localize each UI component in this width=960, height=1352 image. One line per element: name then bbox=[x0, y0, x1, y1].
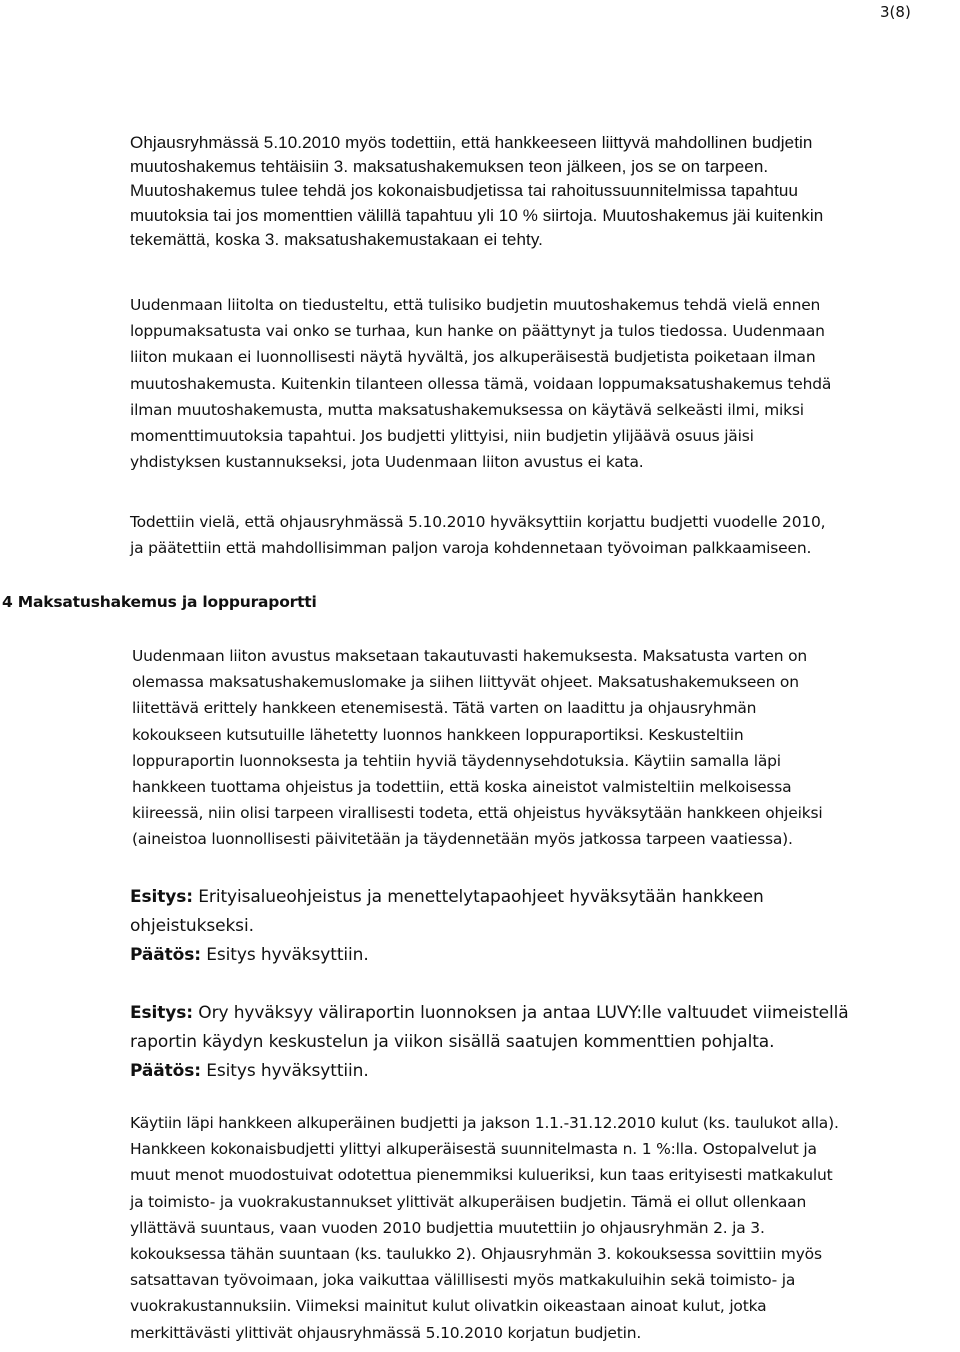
text-line: Käytiin läpi hankkeen alkuperäinen budjetti ja jakson 1.1.-31.12.2010 kulut (ks. taulukot alla). bbox=[130, 1114, 839, 1132]
proposal-line bbox=[130, 883, 764, 912]
text-line: muutoshakemus tehtäisiin 3. maksatushakemuksen teon jälkeen, jos se on tarpeen. bbox=[130, 157, 769, 177]
decision-line bbox=[130, 1057, 849, 1086]
text-line: Muutoshakemus tulee tehdä jos kokonaisbudjetissa tai rahoitussuunnitelmissa tapahtuu bbox=[130, 181, 799, 201]
text-line: loppuraportin luonnoksesta ja tehtiin hyviä täydennysehdotuksia. Käytiin samalla läpi bbox=[132, 751, 781, 770]
page-number: 3(8) bbox=[880, 3, 911, 21]
text-line: Uudenmaan liitolta on tiedusteltu, että tulisiko budjetin muutoshakemus tehdä vielä ennen bbox=[130, 296, 821, 314]
text-line: kiireessä, niin olisi tarpeen virallisesti todeta, että ohjeistus hyväksytään hankkeen ohjeiksi bbox=[132, 804, 823, 823]
text-line: momenttimuutoksia tapahtui. Jos budjetti ylittyisi, niin budjetin ylijäävä osuus jäisi bbox=[130, 427, 754, 446]
text-line: liitettävä erittely hankkeen etenemisestä. Tätä varten on laadittu ja ohjausryhmän bbox=[132, 699, 757, 718]
decision-text: Esitys hyväksyttiin. bbox=[200, 945, 369, 965]
text-line: hankkeen tuottama ohjeistus ja todettiin, että koska aineistot valmisteltiin melkoisessa bbox=[132, 778, 792, 797]
text-line: tekemättä, koska 3. maksatushakemustakaan ei tehty. bbox=[130, 229, 543, 249]
text-line: yllättävä suuntaus, vaan vuoden 2010 budjettia muutettiin jo ohjausryhmän 2. ja 3. bbox=[130, 1218, 765, 1237]
decision-block-guidelines bbox=[130, 883, 764, 970]
decision-line bbox=[130, 941, 764, 970]
proposal-line: raportin käydyn keskustelun ja viikon sisällä saatujen kommenttien pohjalta. bbox=[130, 1032, 775, 1052]
decision-text: Esitys hyväksyttiin. bbox=[200, 1061, 369, 1081]
proposal-label: Esitys: bbox=[130, 1003, 193, 1023]
proposal-text: Ory hyväksyy väliraportin luonnoksen ja antaa LUVY:lle valtuudet viimeistellä bbox=[192, 1003, 849, 1023]
text-line: kokouksessa tähän suuntaan (ks. taulukko 2). Ohjausryhmän 3. kokouksessa sovittiin myös bbox=[130, 1245, 822, 1264]
paragraph-payment-application bbox=[132, 643, 822, 853]
paragraph-budget-change-note bbox=[130, 131, 823, 252]
text-line: Todettiin vielä, että ohjausryhmässä 5.10.2010 hyväksyttiin korjattu budjetti vuodelle 2010, bbox=[130, 513, 826, 531]
proposal-line bbox=[130, 999, 849, 1028]
text-line: muut menot muodostuivat odotettua pienemmiksi kulueriksi, kun taas erityisesti matkakulut bbox=[130, 1166, 833, 1185]
text-line: muutoshakemusta. Kuitenkin tilanteen ollessa tämä, voidaan loppumaksatushakemus tehdä bbox=[130, 374, 832, 393]
text-line: ja päätettiin että mahdollisimman paljon varoja kohdennetaan työvoiman palkkaamiseen. bbox=[130, 539, 812, 558]
decision-block-interim-report bbox=[130, 999, 849, 1086]
text-line: kokoukseen kutsutuille lähetetty luonnos hankkeen loppuraportiksi. Keskusteltiin bbox=[132, 725, 744, 744]
text-line: ilman muutoshakemusta, mutta maksatushakemuksessa on käytävä selkeästi ilmi, miksi bbox=[130, 400, 804, 419]
text-line: merkittävästi ylittivät ohjausryhmässä 5.10.2010 korjatun budjetin. bbox=[130, 1323, 642, 1342]
paragraph-budget-approval-note bbox=[130, 509, 825, 561]
text-line: (aineistoa luonnollisesti päivitetään ja täydennetään myös jatkossa tarpeen vaatiessa). bbox=[132, 830, 793, 849]
proposal-text: Erityisalueohjeistus ja menettelytapaohjeet hyväksytään hankkeen bbox=[192, 887, 764, 907]
text-line: liiton mukaan ei luonnollisesti näytä hyvältä, jos alkuperäisestä budjetista poiketaan ilman bbox=[130, 348, 816, 367]
text-line: loppumaksatusta vai onko se turhaa, kun hanke on päättynyt ja tulos tiedossa. Uudenmaan bbox=[130, 322, 825, 341]
text-line: Uudenmaan liiton avustus maksetaan takautuvasti hakemuksesta. Maksatusta varten on bbox=[132, 647, 808, 665]
paragraph-budget-review bbox=[130, 1110, 839, 1346]
text-line: Ohjausryhmässä 5.10.2010 myös todettiin, että hankkeeseen liittyvä mahdollinen budjetin bbox=[130, 133, 813, 152]
proposal-label: Esitys: bbox=[130, 887, 193, 907]
text-line: satsattavan työvoimaan, joka vaikuttaa välillisesti myös matkakuluihin sekä toimisto- ja bbox=[130, 1271, 796, 1290]
paragraph-uudenmaan-liitto-inquiry bbox=[130, 292, 831, 475]
proposal-line: ohjeistukseksi. bbox=[130, 916, 254, 936]
section-heading: 4 Maksatushakemus ja loppuraportti bbox=[2, 593, 317, 611]
text-line: ja toimisto- ja vuokrakustannukset ylittivät alkuperäisen budjetin. Tämä ei ollut ollenkaan bbox=[130, 1192, 807, 1211]
decision-label: Päätös: bbox=[130, 1061, 201, 1081]
text-line: yhdistyksen kustannukseksi, jota Uudenmaan liiton avustus ei kata. bbox=[130, 453, 644, 472]
decision-label: Päätös: bbox=[130, 945, 201, 965]
text-line: olemassa maksatushakemuslomake ja siihen liittyvät ohjeet. Maksatushakemukseen on bbox=[132, 673, 799, 692]
text-line: vuokrakustannuksiin. Viimeksi mainitut kulut olivatkin oikeastaan ainoat kulut, jotka bbox=[130, 1297, 767, 1316]
text-line: Hankkeen kokonaisbudjetti ylittyi alkuperäisestä suunnitelmasta n. 1 %:lla. Ostopalvelut ja bbox=[130, 1140, 817, 1159]
text-line: muutoksia tai jos momenttien välillä tapahtuu yli 10 % siirtoja. Muutoshakemus jäi kuitenkin bbox=[130, 205, 824, 225]
